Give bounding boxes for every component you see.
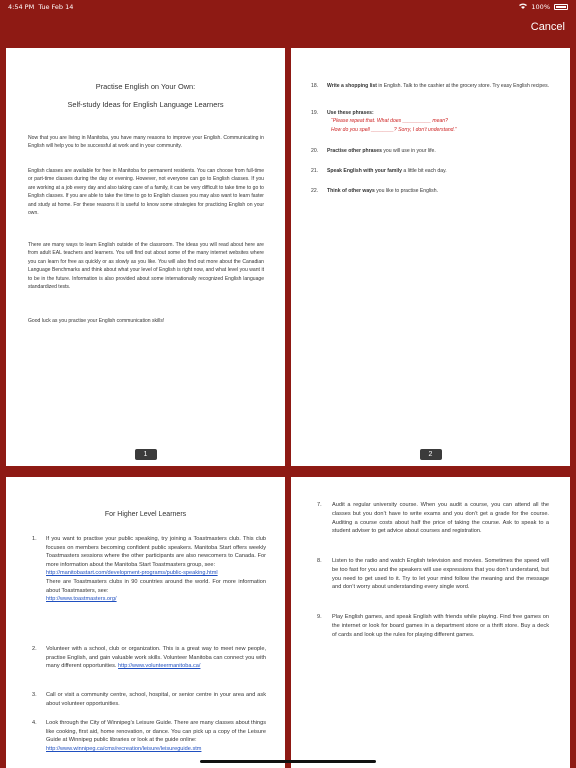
item-text: Volunteer with a school, club or organization. This is a great way to meet new people, practise English, and gain valuable work skills. Volunteer Manitoba can connect you with many different opportunities. xyxy=(46,646,266,670)
item-text: Look through the City of Winnipeg’s Leisure Guide. There are many classes about things like cooking, first aid, home renovation, or dance. You can pick up a copy of the Leisure Guide at Winnipeg public libraries or look at the guide online: xyxy=(46,720,266,744)
list-item xyxy=(311,147,561,155)
manitobastart-link[interactable]: http://manitobastart.com/development-programs/public-speaking.html xyxy=(46,570,218,577)
item-bold: Practise other phrases xyxy=(327,148,382,154)
page-number-badge: 2 xyxy=(420,449,442,460)
page-thumbnail-1[interactable] xyxy=(6,48,285,466)
list-item xyxy=(311,187,561,195)
cancel-button[interactable]: Cancel xyxy=(530,21,565,33)
paragraph: English classes are available for free in Manitoba for permanent residents. You can choose from full-time or part-time classes during the day or evening. However, not everyone can go to English classes. If you are working at a job every day and also taking care of a family, it can be very difficult to take time to go to English classes. If you are able to take the time to go to English classes you may also want to learn faster and study at home. For these reasons it is useful to know some strategies for practicing English on your own. xyxy=(28,168,264,217)
item-text: There are Toastmasters clubs in 90 countries around the world. For more information about Toastmasters, see: xyxy=(46,578,266,594)
item-bold: Use these phrases: xyxy=(327,110,374,116)
item-text: a little bit each day. xyxy=(402,168,447,174)
page-thumbnail-3[interactable] xyxy=(6,477,285,768)
list-item xyxy=(32,719,266,753)
paragraph: Now that you are living in Manitoba, you have many reasons to improve your English. Communicating in English will help you to be successful at work and in your community. xyxy=(28,135,264,150)
item-bold: Speak English with your family xyxy=(327,168,403,174)
item-text: Audit a regular university course. When you audit a course, you can attend all the classes but you don’t have to write exams and you don’t get a grade for the course. Auditing a course costs about half the price of taking the course. Ask to speak to a student adviser to get advice about courses and registration. xyxy=(332,502,549,535)
phrase-line: “Please repeat that. What does __________ mean? xyxy=(331,118,448,124)
list-item xyxy=(32,535,266,604)
volunteer-manitoba-link[interactable]: http://www.volunteermanitoba.ca/ xyxy=(118,663,201,670)
page-thumbnail-2[interactable] xyxy=(291,48,570,466)
home-indicator[interactable] xyxy=(200,760,376,763)
page-thumbnail-4[interactable] xyxy=(291,477,570,768)
wifi-icon xyxy=(519,3,527,11)
item-number: 8. xyxy=(317,558,322,564)
list-item xyxy=(311,82,561,90)
item-text: you like to practise English. xyxy=(374,188,438,194)
item-number: 19. xyxy=(311,110,319,116)
list-item xyxy=(317,501,549,536)
list-item xyxy=(317,557,549,592)
status-right xyxy=(519,3,568,11)
status-time-text: 4:54 PM xyxy=(8,3,35,11)
item-text: If you want to practise your public speaking, try joining a Toastmasters club. This club focuses on members becoming confident public speakers. Manitoba Start offers weekly Toastmasters sessions where the other participants are also newcomers to Canada. For more information about the Manitoba Start Toastmasters group, see: xyxy=(46,536,266,568)
list-item xyxy=(311,167,561,175)
item-number: 3. xyxy=(32,692,37,698)
document-title: Practise English on Your Own: xyxy=(95,82,196,91)
item-number: 9. xyxy=(317,614,322,620)
item-number: 18. xyxy=(311,83,319,89)
list-item xyxy=(317,613,549,639)
toastmasters-link[interactable]: http://www.toastmasters.org/ xyxy=(46,596,117,603)
battery-icon xyxy=(554,4,568,10)
item-text: in English. Talk to the cashier at the grocery store. Try easy English recipes. xyxy=(377,83,550,89)
list-item xyxy=(32,645,266,671)
paragraph: There are many ways to learn English outside of the classroom. The ideas you will read about here are from adult EAL teachers and learners. You will find out about some of the many internet websites where you can learn for free as quickly or as slowly as you like. You will also find out more about the Canadian Language Benchmarks and think about what your level of English is right now, and what level you want it to be in the future. Information is also provided about some internationally recognized English language standardized tests. xyxy=(28,242,264,291)
item-number: 4. xyxy=(32,720,37,726)
item-number: 22. xyxy=(311,188,319,194)
battery-percent: 100% xyxy=(531,3,550,11)
item-text: Listen to the radio and watch English television and movies. Sometimes the speed will be too fast for you and the speakers will use expressions that you don’t understand, but you need to get used to it. Try to let your mind follow the meaning and the message and don’t worry about understanding every single word. xyxy=(332,558,549,591)
status-time xyxy=(8,3,73,11)
leisure-guide-link[interactable]: http://www.winnipeg.ca/cms/recreation/leisure/leisureguide.stm xyxy=(46,745,202,752)
item-number: 7. xyxy=(317,502,322,508)
item-number: 21. xyxy=(311,168,319,174)
item-number: 20. xyxy=(311,148,319,154)
item-number: 2. xyxy=(32,646,37,652)
status-date: Tue Feb 14 xyxy=(38,3,74,11)
item-bold: Write a shopping list xyxy=(327,83,377,89)
status-bar xyxy=(0,0,576,14)
item-number: 1. xyxy=(32,536,37,542)
phrase-line: How do you spell ________? Sorry, I don’t understand.” xyxy=(331,127,457,133)
page-number-badge: 1 xyxy=(135,449,157,460)
item-text: you will use in your life. xyxy=(381,148,436,154)
document-subtitle: Self-study Ideas for English Language Learners xyxy=(67,100,224,109)
item-text: Call or visit a community centre, school, hospital, or senior centre in your area and ask about volunteer opportunities. xyxy=(46,692,266,707)
list-item xyxy=(32,691,266,708)
item-bold: Think of other ways xyxy=(327,188,375,194)
list-item xyxy=(311,109,561,117)
item-text: Play English games, and speak English with friends while playing. Find free games on the internet or look for board games in a department store or a thrift store. Buy a deck of cards and look up the rules for playing different games. xyxy=(332,614,549,638)
section-title: For Higher Level Learners xyxy=(104,511,187,518)
paragraph: Good luck as you practise your English communication skills! xyxy=(28,318,165,324)
